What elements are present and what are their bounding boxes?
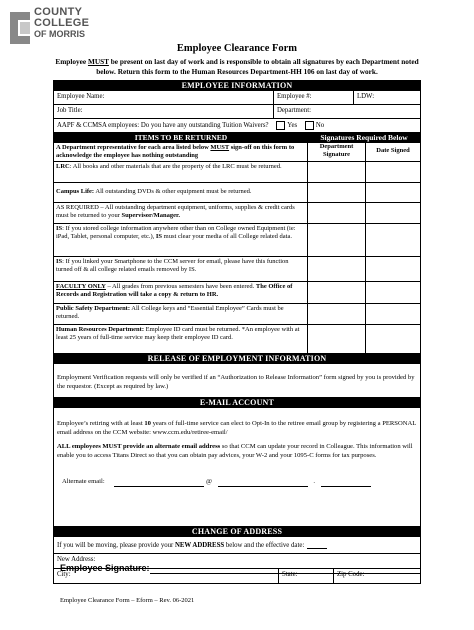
footer-text: Employee Clearance Form – Eform – Rev. 06-2021 <box>60 597 195 604</box>
logo-line3: OF MORRIS <box>34 29 85 39</box>
tuition-waiver-question: AAPF & CCMSA employees: Do you have any outstanding Tuition Waivers? Yes No <box>57 122 325 130</box>
is-media-signature[interactable] <box>308 224 366 256</box>
employee-name-field[interactable]: Employee Name: <box>54 91 274 104</box>
employee-signature-line[interactable] <box>150 573 420 574</box>
release-text: Employment Verification requests will only be verified if an “Authorization to Release Information” form signed by you is provided by the requestor. (Except as required by law.) <box>57 374 415 390</box>
items-instructions: A Department representative for each area listed below MUST sign-off on this form to acknowledge the employee has nothing outstanding <box>54 143 308 161</box>
logo-mark-icon <box>8 8 32 48</box>
is-media-date[interactable] <box>366 224 420 256</box>
item-as-required: AS REQUIRED – All outstanding department equipment, uniforms, supplies & credit cards must be returned to your Supervisor/Manager. <box>54 203 308 223</box>
email-header: E-MAIL ACCOUNT <box>54 398 420 408</box>
alt-email-text: ALL employees MUST provide an alternate email address so that CCM can update your record in Colleague. This information will enable you to access Titans Direct so that you can obtain pay advices, your W-2 and your 1095-C forms for tax purposes. <box>57 443 413 459</box>
new-address-field[interactable]: New Address: <box>57 556 96 563</box>
release-header: RELEASE OF EMPLOYMENT INFORMATION <box>54 354 420 364</box>
public-safety-date[interactable] <box>366 304 420 324</box>
alternate-email-tld-field[interactable] <box>321 486 371 487</box>
employee-info-header: EMPLOYEE INFORMATION <box>54 81 420 91</box>
item-campus-life: Campus Life: All outstanding DVDs & other equipment must be returned. <box>54 183 308 202</box>
signatures-required-heading: Signatures Required Below <box>320 133 408 142</box>
item-is-media: IS: If you stored college information anywhere other than on College owned Equipment (ie: iPad, Tablet, personal computer, etc.), IS must clear your media of all College related data. <box>54 224 308 256</box>
faculty-date[interactable] <box>366 282 420 303</box>
address-header: CHANGE OF ADDRESS <box>54 527 420 537</box>
items-to-return-heading: ITEMS TO BE RETURNED <box>134 133 228 142</box>
state-field[interactable]: State: <box>279 569 334 583</box>
date-signed-heading: Date Signed <box>376 147 410 154</box>
college-logo <box>8 6 88 48</box>
item-faculty-only: FACULTY ONLY – All grades from previous semesters have been entered. The Office of Records and Registration will take a copy & return to HR. <box>54 282 308 303</box>
lrc-date[interactable] <box>366 162 420 182</box>
hr-date[interactable] <box>366 325 420 353</box>
alternate-email-row: Alternate email: @ . <box>54 464 420 491</box>
campus-life-date[interactable] <box>366 183 420 202</box>
no-checkbox[interactable] <box>305 121 314 130</box>
intro-text: Employee MUST be present on last day of work and is responsible to obtain all signatures by each Department noted below. Return this form to the Human Resources Department-HH 106 on last day of work. <box>55 57 419 76</box>
items-header-bar <box>54 133 420 143</box>
campus-life-signature[interactable] <box>308 183 366 202</box>
address-instructions: If you will be moving, please provide your NEW ADDRESS below and the effective date: <box>54 540 330 551</box>
faculty-signature[interactable] <box>308 282 366 303</box>
ldw-field[interactable]: LDW: <box>357 93 375 100</box>
job-title-field[interactable]: Job Title: <box>54 105 274 118</box>
public-safety-signature[interactable] <box>308 304 366 324</box>
employee-signature-label: Employee Signature: <box>60 563 150 573</box>
zip-field[interactable]: Zip Code: <box>337 571 365 578</box>
alternate-email-domain-field[interactable] <box>218 486 308 487</box>
item-human-resources: Human Resources Department: Employee ID card must be returned. *An employee with at least 25 years of full-time service may keep their employee ID card. <box>54 325 308 353</box>
is-smartphone-date[interactable] <box>366 257 420 281</box>
alternate-email-user-field[interactable] <box>114 486 204 487</box>
form-title: Employee Clearance Form <box>176 43 298 54</box>
effective-date-field[interactable] <box>307 548 327 549</box>
as-required-date[interactable] <box>366 203 420 223</box>
city-field[interactable]: City: <box>54 569 279 583</box>
item-lrc: LRC: All books and other materials that are the property of the LRC must be returned. <box>54 162 308 182</box>
retiree-email-text: Employee’s retiring with at least 10 years of full-time service can elect to Opt-In to the retiree email group by registering a PERSONAL email address on the CCM website: www.ccm.edu/retiree-email/ <box>57 420 417 436</box>
clearance-form <box>53 80 421 584</box>
lrc-signature[interactable] <box>308 162 366 182</box>
is-smartphone-signature[interactable] <box>308 257 366 281</box>
employee-number-field[interactable]: Employee #: <box>274 91 354 104</box>
item-is-smartphone: IS: If you linked your Smartphone to the CCM server for email, please have this function turned off & all college related emails removed by IS. <box>54 257 308 281</box>
department-field[interactable]: Department: <box>277 107 311 114</box>
department-signature-heading: Department Signature <box>308 143 366 161</box>
hr-signature[interactable] <box>308 325 366 353</box>
as-required-signature[interactable] <box>308 203 366 223</box>
item-public-safety: Public Safety Department: All College keys and “Essential Employee” Cards must be returned. <box>54 304 308 324</box>
yes-checkbox[interactable] <box>276 121 285 130</box>
logo-line2: COLLEGE <box>34 17 90 29</box>
logo-line1: COUNTY <box>34 6 83 18</box>
